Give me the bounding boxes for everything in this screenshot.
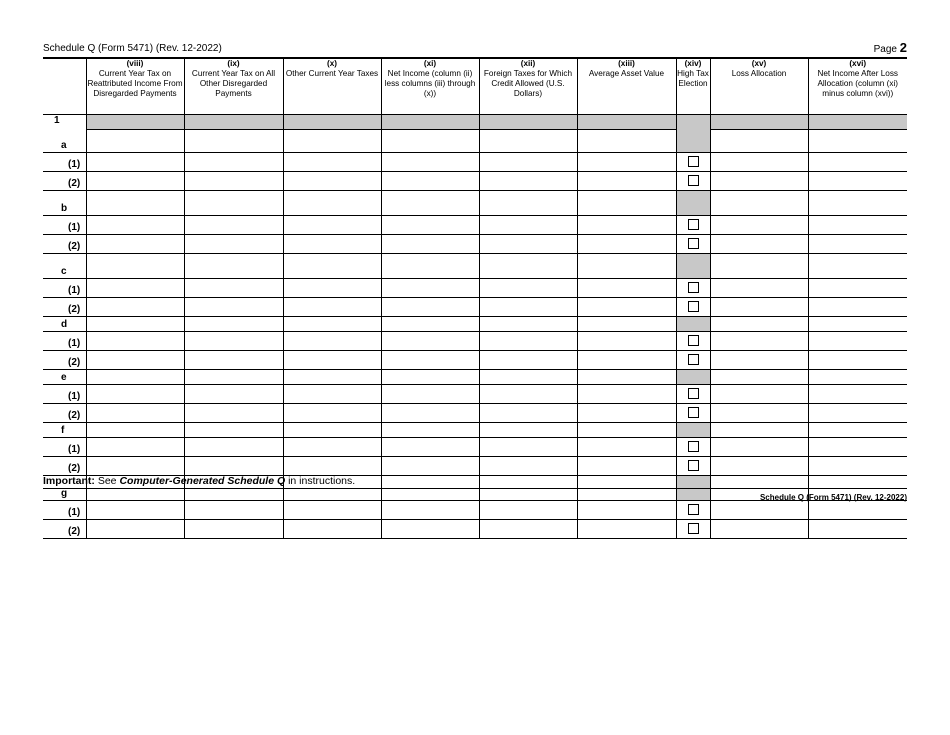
high-tax-election-checkbox[interactable] [688,441,699,452]
page-word: Page [873,44,897,55]
cell [283,115,381,130]
input-cell[interactable] [479,404,577,423]
input-cell[interactable] [710,501,808,520]
input-cell[interactable] [479,385,577,404]
high-tax-election-cell [676,153,710,172]
input-cell[interactable] [710,172,808,191]
line-g1-row [43,501,907,520]
input-cell[interactable] [381,216,479,235]
sub-label: (2) [43,351,86,370]
high-tax-election-checkbox[interactable] [688,175,699,186]
input-cell[interactable] [808,129,907,153]
input-cell[interactable] [577,254,676,279]
shaded-cell [676,423,710,438]
input-cell[interactable] [381,235,479,254]
input-cell[interactable] [710,279,808,298]
cell [808,115,907,130]
form-id: Schedule Q (Form 5471) (Rev. 12-2022) [43,43,222,54]
input-cell[interactable] [184,298,283,317]
input-cell[interactable] [86,254,184,279]
sub-label: (1) [43,501,86,520]
input-cell[interactable] [86,520,184,539]
high-tax-election-cell [676,501,710,520]
sub-label: (1) [43,438,86,457]
input-cell[interactable] [577,438,676,457]
sub-label: (2) [43,404,86,423]
high-tax-election-cell [676,351,710,370]
line-a1-row [43,153,907,172]
input-cell[interactable] [577,385,676,404]
input-cell[interactable] [184,351,283,370]
page-header [43,40,907,56]
input-cell[interactable] [479,172,577,191]
input-cell[interactable] [808,520,907,539]
input-cell[interactable] [577,279,676,298]
high-tax-election-checkbox[interactable] [688,407,699,418]
sub-label: (1) [43,385,86,404]
input-cell[interactable] [479,298,577,317]
input-cell[interactable] [86,298,184,317]
line-b2-row [43,235,907,254]
line-a2-row [43,172,907,191]
input-cell[interactable] [808,298,907,317]
sub-label: (2) [43,520,86,539]
input-cell[interactable] [710,370,808,385]
line-f-row [43,423,907,438]
input-cell[interactable] [381,385,479,404]
input-cell[interactable] [577,172,676,191]
input-cell[interactable] [577,129,676,153]
input-cell[interactable] [184,216,283,235]
line-g-label: g [43,476,86,501]
input-cell[interactable] [710,317,808,332]
high-tax-election-cell [676,279,710,298]
input-cell[interactable] [710,423,808,438]
input-cell[interactable] [381,153,479,172]
high-tax-election-checkbox[interactable] [688,460,699,471]
input-cell[interactable] [283,385,381,404]
input-cell[interactable] [86,351,184,370]
input-cell[interactable] [283,172,381,191]
input-cell[interactable] [381,317,479,332]
important-note [43,475,355,487]
shaded-cell [676,129,710,153]
input-cell[interactable] [710,457,808,476]
input-cell[interactable] [86,501,184,520]
line-c-row [43,254,907,279]
input-cell[interactable] [86,317,184,332]
page-number: 2 [899,40,907,55]
cell [184,115,283,130]
line-e-row [43,370,907,385]
col-ix-header: (ix) Current Year Tax on All Other Disregarded Payments [184,58,283,115]
shaded-cell [676,317,710,332]
input-cell[interactable] [577,370,676,385]
line-c1-row [43,279,907,298]
input-cell[interactable] [283,254,381,279]
input-cell[interactable] [86,457,184,476]
input-cell[interactable] [710,216,808,235]
line-c2-row [43,298,907,317]
important-tail: in instructions. [288,475,356,487]
input-cell[interactable] [577,404,676,423]
input-cell[interactable] [577,423,676,438]
input-cell[interactable] [86,235,184,254]
input-cell[interactable] [184,172,283,191]
col-xvi-header: (xvi) Net Income After Loss Allocation (column (xi) minus column (xvi)) [808,58,907,115]
line-a-row [43,129,907,153]
input-cell[interactable] [86,404,184,423]
input-cell[interactable] [283,520,381,539]
high-tax-election-checkbox[interactable] [688,282,699,293]
input-cell[interactable] [577,351,676,370]
input-cell[interactable] [710,153,808,172]
important-see: See [97,475,117,487]
input-cell[interactable] [808,235,907,254]
high-tax-election-checkbox[interactable] [688,156,699,167]
input-cell[interactable] [808,216,907,235]
schedule-q-table [43,57,907,539]
line-g2-row [43,520,907,539]
input-cell[interactable] [808,385,907,404]
input-cell[interactable] [283,370,381,385]
input-cell[interactable] [283,351,381,370]
input-cell[interactable] [283,438,381,457]
input-cell[interactable] [184,191,283,216]
high-tax-election-cell [676,385,710,404]
footer-divider [43,488,907,489]
input-cell[interactable] [381,351,479,370]
input-cell[interactable] [381,172,479,191]
input-cell[interactable] [808,438,907,457]
input-cell[interactable] [808,332,907,351]
input-cell[interactable] [381,520,479,539]
footer-form-id: Schedule Q (Form 5471) (Rev. 12-2022) [759,493,907,502]
input-cell[interactable] [479,457,577,476]
input-cell[interactable] [479,216,577,235]
input-cell[interactable] [184,370,283,385]
input-cell[interactable] [184,332,283,351]
input-cell[interactable] [577,317,676,332]
page-label [874,40,907,55]
line-c-label: c [43,254,86,279]
input-cell[interactable] [577,520,676,539]
input-cell[interactable] [710,520,808,539]
sub-label: (1) [43,153,86,172]
input-cell[interactable] [283,404,381,423]
shaded-cell [676,254,710,279]
input-cell[interactable] [283,457,381,476]
input-cell[interactable] [381,438,479,457]
col-xii-header: (xii) Foreign Taxes for Which Credit Allowed (U.S. Dollars) [479,58,577,115]
input-cell[interactable] [184,129,283,153]
line-a-label: a [43,129,86,153]
input-cell[interactable] [710,385,808,404]
high-tax-election-cell [676,457,710,476]
line-d2-row [43,351,907,370]
input-cell[interactable] [808,351,907,370]
input-cell[interactable] [381,129,479,153]
sub-label: (1) [43,279,86,298]
input-cell[interactable] [381,254,479,279]
high-tax-election-checkbox[interactable] [688,335,699,346]
important-reference: Computer-Generated Schedule Q [119,475,286,487]
input-cell[interactable] [577,153,676,172]
line-e2-row [43,404,907,423]
input-cell[interactable] [184,317,283,332]
line-b-label: b [43,191,86,216]
input-cell[interactable] [381,404,479,423]
input-cell[interactable] [479,279,577,298]
input-cell[interactable] [184,279,283,298]
input-cell[interactable] [381,191,479,216]
input-cell[interactable] [577,332,676,351]
input-cell[interactable] [808,172,907,191]
input-cell[interactable] [479,317,577,332]
col-xiii-header: (xiii) Average Asset Value [577,58,676,115]
input-cell[interactable] [479,370,577,385]
input-cell[interactable] [808,317,907,332]
input-cell[interactable] [381,298,479,317]
line-e1-row [43,385,907,404]
input-cell[interactable] [479,438,577,457]
input-cell[interactable] [381,370,479,385]
input-cell[interactable] [184,438,283,457]
line-b-row [43,191,907,216]
high-tax-election-cell [676,216,710,235]
input-cell[interactable] [710,404,808,423]
input-cell[interactable] [479,235,577,254]
input-cell[interactable] [184,254,283,279]
input-cell[interactable] [86,191,184,216]
high-tax-election-checkbox[interactable] [688,523,699,534]
input-cell[interactable] [808,404,907,423]
cell [86,115,184,130]
input-cell[interactable] [86,279,184,298]
input-cell[interactable] [577,298,676,317]
input-cell[interactable] [479,129,577,153]
input-cell[interactable] [808,370,907,385]
high-tax-election-checkbox[interactable] [688,301,699,312]
high-tax-election-checkbox[interactable] [688,238,699,249]
input-cell[interactable] [381,457,479,476]
sub-label: (2) [43,172,86,191]
input-cell[interactable] [479,351,577,370]
input-cell[interactable] [184,520,283,539]
cell [479,115,577,130]
input-cell[interactable] [283,332,381,351]
input-cell[interactable] [283,298,381,317]
input-cell[interactable] [577,191,676,216]
input-cell[interactable] [184,423,283,438]
input-cell[interactable] [479,191,577,216]
high-tax-election-checkbox[interactable] [688,354,699,365]
sub-label: (2) [43,298,86,317]
input-cell[interactable] [710,351,808,370]
row-label-header [43,58,86,115]
shaded-cell [676,370,710,385]
input-cell[interactable] [710,254,808,279]
sub-label: (2) [43,457,86,476]
input-cell[interactable] [479,254,577,279]
input-cell[interactable] [283,317,381,332]
input-cell[interactable] [184,404,283,423]
input-cell[interactable] [479,332,577,351]
line-b1-row [43,216,907,235]
input-cell[interactable] [86,385,184,404]
input-cell[interactable] [283,279,381,298]
high-tax-election-cell [676,520,710,539]
input-cell[interactable] [808,501,907,520]
input-cell[interactable] [86,216,184,235]
input-cell[interactable] [479,423,577,438]
input-cell[interactable] [479,153,577,172]
input-cell[interactable] [86,438,184,457]
sub-label: (2) [43,235,86,254]
input-cell[interactable] [577,216,676,235]
input-cell[interactable] [283,129,381,153]
line-d-label: d [43,317,86,332]
input-cell[interactable] [808,423,907,438]
input-cell[interactable] [808,279,907,298]
column-header-row [43,58,907,115]
input-cell[interactable] [86,370,184,385]
input-cell[interactable] [381,423,479,438]
input-cell[interactable] [184,501,283,520]
input-cell[interactable] [808,191,907,216]
input-cell[interactable] [808,457,907,476]
input-cell[interactable] [381,332,479,351]
line-1-row [43,115,907,130]
line-1-label: 1 [54,115,60,126]
line-d-row [43,317,907,332]
line-f-label: f [43,423,86,438]
input-cell[interactable] [577,235,676,254]
input-cell[interactable] [184,153,283,172]
line-d1-row [43,332,907,351]
input-cell[interactable] [283,216,381,235]
sub-label: (1) [43,216,86,235]
high-tax-election-cell [676,332,710,351]
line-f2-row [43,457,907,476]
input-cell[interactable] [479,501,577,520]
input-cell[interactable] [710,438,808,457]
col-viii-header: (viii) Current Year Tax on Reattributed Income From Disregarded Payments [86,58,184,115]
input-cell[interactable] [808,153,907,172]
input-cell[interactable] [381,501,479,520]
input-cell[interactable] [710,129,808,153]
input-cell[interactable] [283,423,381,438]
input-cell[interactable] [577,501,676,520]
line-f1-row [43,438,907,457]
high-tax-election-checkbox[interactable] [688,388,699,399]
input-cell[interactable] [710,298,808,317]
high-tax-election-cell [676,172,710,191]
input-cell[interactable] [283,235,381,254]
input-cell[interactable] [283,191,381,216]
high-tax-election-checkbox[interactable] [688,219,699,230]
cell [577,115,676,130]
input-cell[interactable] [381,279,479,298]
input-cell[interactable] [808,254,907,279]
input-cell[interactable] [86,423,184,438]
input-cell[interactable] [184,457,283,476]
line-e-label: e [43,370,86,385]
sub-label: (1) [43,332,86,351]
input-cell[interactable] [479,520,577,539]
high-tax-election-cell [676,298,710,317]
high-tax-election-cell [676,438,710,457]
high-tax-election-checkbox[interactable] [688,504,699,515]
col-xi-header: (xi) Net Income (column (ii) less columns (iii) through (x)) [381,58,479,115]
cell [381,115,479,130]
input-cell[interactable] [283,153,381,172]
col-xiv-header: (xiv) High Tax Election [676,58,710,115]
cell [676,115,710,130]
input-cell[interactable] [86,332,184,351]
input-cell[interactable] [283,501,381,520]
input-cell[interactable] [86,172,184,191]
high-tax-election-cell [676,404,710,423]
input-cell[interactable] [710,332,808,351]
input-cell[interactable] [86,153,184,172]
important-lead: Important: [43,475,95,487]
high-tax-election-cell [676,235,710,254]
cell [710,115,808,130]
input-cell[interactable] [577,457,676,476]
input-cell[interactable] [710,191,808,216]
col-x-header: (x) Other Current Year Taxes [283,58,381,115]
input-cell[interactable] [86,129,184,153]
input-cell[interactable] [710,235,808,254]
input-cell[interactable] [184,235,283,254]
shaded-cell [676,191,710,216]
input-cell[interactable] [184,385,283,404]
col-xv-header: (xv) Loss Allocation [710,58,808,115]
